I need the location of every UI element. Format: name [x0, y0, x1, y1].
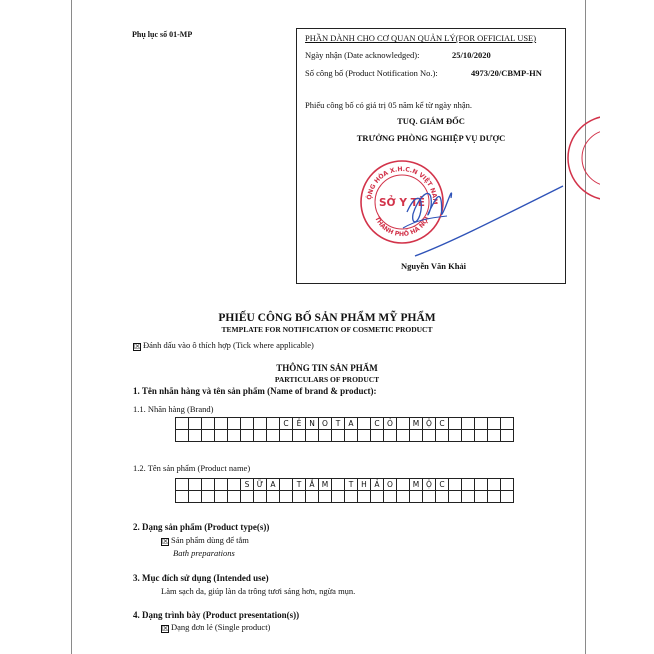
- product-grid-cell: [449, 491, 462, 503]
- product-grid-cell: [397, 479, 410, 491]
- brand-grid-cell: N: [306, 418, 319, 430]
- brand-grid-cell: [462, 430, 475, 442]
- product-grid-cell: [241, 491, 254, 503]
- brand-grid-cell: [397, 418, 410, 430]
- checkbox-checked-icon: ☒: [162, 537, 170, 546]
- product-grid-cell: [189, 479, 202, 491]
- product-label: 1.2. Tên sản phẩm (Product name): [133, 463, 251, 473]
- brand-grid-cell: [215, 430, 228, 442]
- brand-grid-cell: A: [345, 418, 358, 430]
- brand-grid-cell: C: [436, 418, 449, 430]
- product-grid-cell: C: [436, 479, 449, 491]
- brand-grid-cell: M: [410, 418, 423, 430]
- product-grid-cell: [397, 491, 410, 503]
- product-grid-cell: M: [410, 479, 423, 491]
- brand-grid-cell: [436, 430, 449, 442]
- brand-grid-cell: [228, 430, 241, 442]
- brand-grid-cell: [475, 418, 488, 430]
- brand-grid-cell: [488, 430, 501, 442]
- brand-grid-cell: [293, 430, 306, 442]
- signer-title-1: TUQ. GIÁM ĐỐC: [397, 116, 465, 126]
- brand-grid-cell: [410, 430, 423, 442]
- item2-heading: 2. Dạng sản phẩm (Product type(s)): [133, 522, 270, 532]
- brand-grid-cell: [371, 430, 384, 442]
- product-grid-cell: [228, 491, 241, 503]
- brand-label: 1.1. Nhãn hàng (Brand): [133, 404, 214, 414]
- brand-grid-cell: [215, 418, 228, 430]
- brand-grid-cell: [202, 418, 215, 430]
- product-grid-cell: [501, 491, 514, 503]
- partial-stamp-edge: [560, 108, 600, 208]
- product-grid-cell: [189, 491, 202, 503]
- checkbox-checked-icon: ☒: [134, 342, 142, 351]
- product-grid-cell: [410, 491, 423, 503]
- brand-grid-cell: [501, 418, 514, 430]
- product-grid-cell: [319, 491, 332, 503]
- product-grid-cell: [176, 491, 189, 503]
- product-grid-cell: [176, 479, 189, 491]
- product-grid-cell: [202, 491, 215, 503]
- tick-instruction-text: Đánh dấu vào ô thích hợp (Tick where applicable): [143, 340, 314, 350]
- brand-grid-cell: C: [371, 418, 384, 430]
- product-grid-cell: O: [384, 479, 397, 491]
- notification-number-value: 4973/20/CBMP-HN: [471, 68, 542, 78]
- notification-number-label: Số công bố (Product Notification No.):: [305, 68, 438, 78]
- product-grid-cell: [488, 479, 501, 491]
- brand-grid-cell: [267, 430, 280, 442]
- brand-grid-cell: [280, 430, 293, 442]
- brand-grid-cell: [202, 430, 215, 442]
- product-grid-cell: Ữ: [254, 479, 267, 491]
- item3-text: Làm sạch da, giúp làn da trông tươi sáng hơn, ngừa mụn.: [161, 586, 356, 596]
- signer-name: Nguyễn Văn Khải: [401, 261, 467, 271]
- brand-grid-cell: [449, 430, 462, 442]
- product-grid-cell: [293, 491, 306, 503]
- brand-grid-cell: [501, 430, 514, 442]
- brand-grid-cell: [358, 430, 371, 442]
- signature: [367, 164, 567, 274]
- brand-grid-cell: C: [280, 418, 293, 430]
- date-acknowledged-label: Ngày nhận (Date acknowledged):: [305, 50, 420, 60]
- product-grid-cell: [475, 479, 488, 491]
- brand-grid-cell: [189, 430, 202, 442]
- product-grid-cell: A: [267, 479, 280, 491]
- product-grid-cell: [475, 491, 488, 503]
- product-grid-cell: [228, 479, 241, 491]
- document-title: PHIẾU CÔNG BỐ SẢN PHẨM MỸ PHẨM: [218, 312, 436, 324]
- product-grid-cell: M: [319, 479, 332, 491]
- product-grid-cell: Ả: [371, 479, 384, 491]
- brand-grid-cell: Ê: [293, 418, 306, 430]
- product-grid-cell: [267, 491, 280, 503]
- section-title: THÔNG TIN SẢN PHẨM: [276, 363, 378, 373]
- official-use-box: [296, 28, 566, 284]
- stamp-ring-top-text: ỘNG HÒA X.H.C.N VIỆT NAM: [366, 165, 439, 205]
- product-grid: [175, 478, 514, 503]
- product-grid-cell: [332, 491, 345, 503]
- product-grid-cell: [345, 491, 358, 503]
- official-box-header: PHẦN DÀNH CHO CƠ QUAN QUẢN LÝ(FOR OFFICIAL USE): [305, 33, 537, 43]
- item4-heading: 4. Dạng trình bày (Product presentation(s)): [133, 610, 300, 620]
- brand-grid-cell: [358, 418, 371, 430]
- date-acknowledged-value: 25/10/2020: [452, 50, 491, 60]
- product-grid-cell: Ộ: [423, 479, 436, 491]
- brand-grid-cell: [449, 418, 462, 430]
- brand-grid: [175, 417, 514, 442]
- product-grid-cell: T: [345, 479, 358, 491]
- signer-title-2: TRƯỞNG PHÒNG NGHIỆP VỤ DƯỢC: [356, 133, 506, 143]
- product-grid-cell: [462, 479, 475, 491]
- annex-label: Phụ lục số 01-MP: [132, 30, 193, 39]
- brand-grid-cell: [241, 430, 254, 442]
- product-grid-cell: [358, 491, 371, 503]
- brand-grid-cell: [332, 430, 345, 442]
- stamp-ring-bottom-text: THÀNH PHỐ HÀ NỘI: [373, 215, 431, 239]
- product-grid-cell: [462, 491, 475, 503]
- product-grid-cell: [215, 479, 228, 491]
- product-grid-cell: [280, 491, 293, 503]
- document-title-english: TEMPLATE FOR NOTIFICATION OF COSMETIC PRODUCT: [221, 325, 433, 334]
- product-grid-cell: [488, 491, 501, 503]
- brand-grid-cell: T: [332, 418, 345, 430]
- brand-grid-cell: Ỏ: [384, 418, 397, 430]
- brand-grid-cell: [189, 418, 202, 430]
- stamp-center-text: SỞ Y TẾ: [379, 197, 425, 209]
- product-grid-cell: [332, 479, 345, 491]
- product-grid-cell: [306, 491, 319, 503]
- product-grid-cell: Ắ: [306, 479, 319, 491]
- brand-grid-cell: [254, 418, 267, 430]
- brand-grid-cell: [306, 430, 319, 442]
- product-grid-cell: H: [358, 479, 371, 491]
- product-grid-cell: [449, 479, 462, 491]
- product-grid-cell: [280, 479, 293, 491]
- product-grid-cell: [215, 491, 228, 503]
- product-grid-cell: [371, 491, 384, 503]
- brand-grid-cell: [228, 418, 241, 430]
- product-grid-cell: [202, 479, 215, 491]
- section-title-english: PARTICULARS OF PRODUCT: [274, 375, 380, 384]
- product-grid-cell: [384, 491, 397, 503]
- product-grid-cell: T: [293, 479, 306, 491]
- brand-grid-cell: Ộ: [423, 418, 436, 430]
- brand-grid-cell: [423, 430, 436, 442]
- item2-option-text: Sản phẩm dùng để tắm: [171, 535, 249, 545]
- item4-option: [161, 622, 270, 633]
- product-grid-cell: [423, 491, 436, 503]
- brand-grid-cell: [176, 418, 189, 430]
- brand-grid-cell: O: [319, 418, 332, 430]
- tick-instruction: [133, 340, 314, 351]
- brand-grid-cell: [319, 430, 332, 442]
- brand-grid-cell: [267, 418, 280, 430]
- item3-heading: 3. Mục đích sử dụng (Intended use): [133, 573, 269, 583]
- brand-grid-cell: [345, 430, 358, 442]
- brand-grid-cell: [462, 418, 475, 430]
- brand-grid-cell: [241, 418, 254, 430]
- brand-grid-cell: [384, 430, 397, 442]
- brand-grid-cell: [488, 418, 501, 430]
- product-grid-cell: [254, 491, 267, 503]
- item2-option-english: Bath preparations: [173, 548, 235, 558]
- brand-grid-cell: [176, 430, 189, 442]
- product-grid-cell: [436, 491, 449, 503]
- item2-option: [161, 535, 249, 546]
- product-grid-cell: [501, 479, 514, 491]
- item4-option-text: Dạng đơn lẻ (Single product): [171, 622, 271, 632]
- brand-grid-cell: [254, 430, 267, 442]
- validity-note: Phiếu công bố có giá trị 05 năm kể từ ngày nhận.: [305, 100, 473, 110]
- brand-grid-cell: [475, 430, 488, 442]
- item1-heading: 1. Tên nhãn hàng và tên sản phẩm (Name of brand & product):: [133, 386, 377, 396]
- product-grid-cell: S: [241, 479, 254, 491]
- checkbox-checked-icon: ☒: [162, 624, 170, 633]
- brand-grid-cell: [397, 430, 410, 442]
